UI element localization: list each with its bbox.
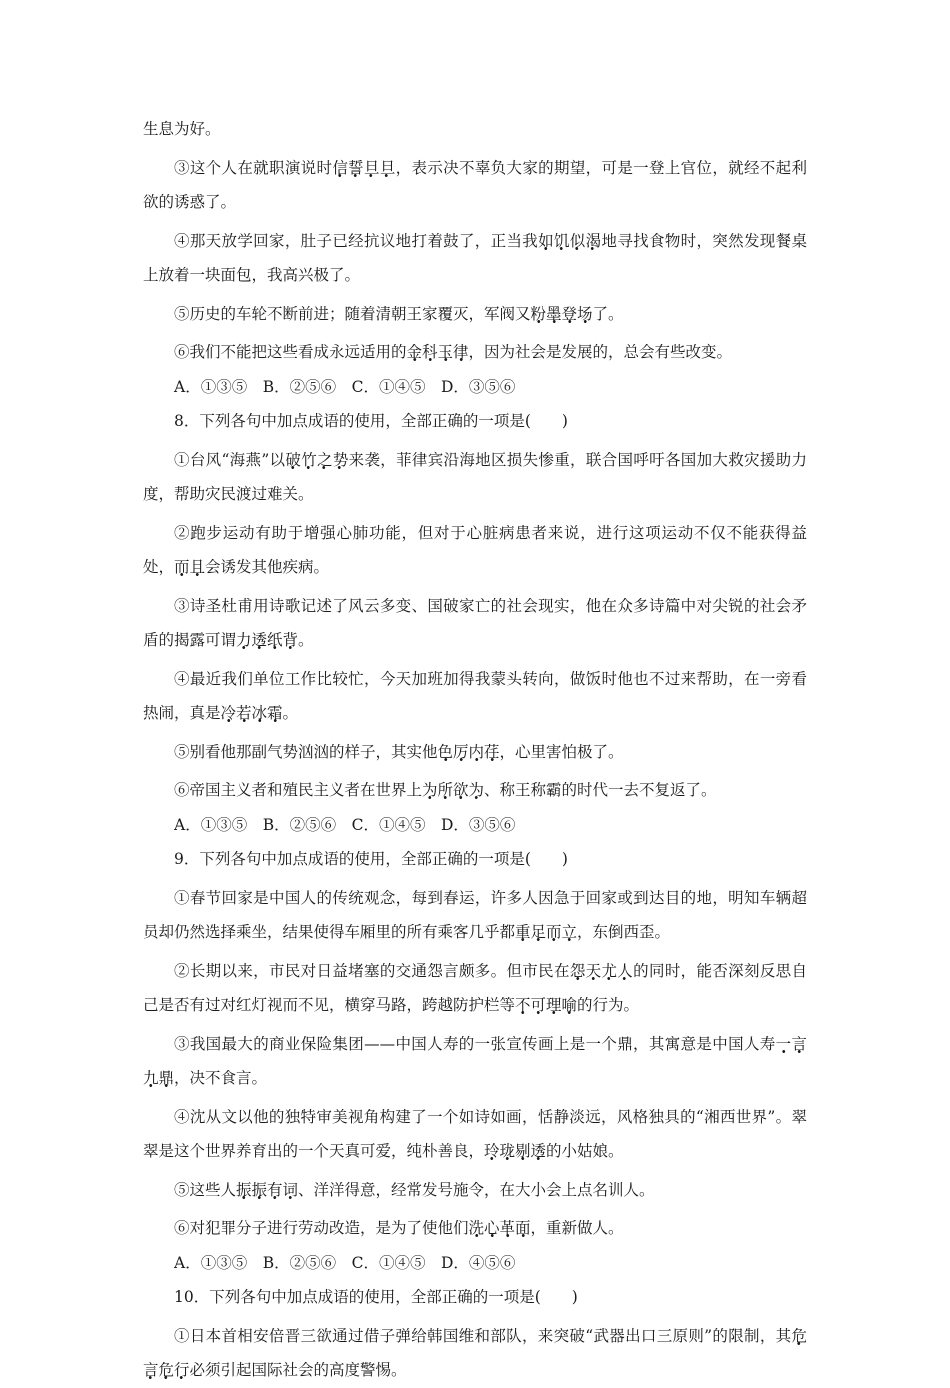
text-segment: 的行为。 xyxy=(577,996,640,1014)
text-segment: A．①③⑤ B．②⑤⑥ C．①④⑤ D．③⑤⑥ xyxy=(174,815,516,834)
text-segment: ⑤这些人 xyxy=(174,1180,237,1199)
dotted-idiom: 力透纸背 xyxy=(236,631,299,649)
text-segment: ③这个人在就职演说时 xyxy=(174,158,333,177)
text-segment: ⑥帝国主义者和殖民主义者在世界上 xyxy=(174,781,423,799)
dotted-idiom: 不可理喻 xyxy=(515,996,578,1014)
text-segment: ①台风“海燕”以 xyxy=(174,450,286,469)
text-segment: ，决不食言。 xyxy=(174,1069,268,1087)
dotted-idiom: 信誓旦旦 xyxy=(332,158,396,177)
dotted-idiom: 粉墨登场 xyxy=(530,304,593,323)
dotted-idiom: 振振有词 xyxy=(236,1180,299,1199)
text-segment: 8．下列各句中加点成语的使用，全部正确的一项是( ) xyxy=(174,412,568,430)
sentence-item xyxy=(143,1211,807,1246)
dotted-idiom: 洗心革面 xyxy=(468,1219,531,1237)
sentence-item xyxy=(143,297,807,332)
question-stem xyxy=(143,404,807,439)
sentence-item xyxy=(143,1173,807,1208)
dotted-idiom: 怨天尤人 xyxy=(569,961,634,980)
dotted-idiom: 玲珑剔透 xyxy=(484,1142,547,1160)
answer-options xyxy=(143,1246,807,1281)
sentence-item xyxy=(143,735,807,770)
sentence-item xyxy=(143,881,807,950)
text-segment: 会诱发其他疾病。 xyxy=(205,558,330,576)
dotted-idiom: 冷若冰霜 xyxy=(220,704,283,722)
dotted-idiom: 而且 xyxy=(174,558,206,576)
text-segment: ②长期以来，市民对日益堵塞的交通怨言颇多。但市民在 xyxy=(174,961,570,980)
dotted-idiom: 如饥似渴 xyxy=(538,231,602,250)
text-segment: ④沈从文以他的独特审美视角构建了一个如诗如画，恬静淡远，风格独具的“湘西世界”。翠翠是这个世界养育出的一个天真可爱，纯朴善良， xyxy=(143,1107,807,1160)
text-segment: ④那天放学回家，肚子已经抗议地打着鼓了，正当我 xyxy=(174,231,539,250)
text-segment: ①日本首相安倍晋三欲通过借子弹给韩国维和部队，来突破“武器出口三原则”的限制，其 xyxy=(174,1326,792,1345)
sentence-item xyxy=(143,1100,807,1169)
text-segment: 、称王称霸的时代一去不复返了。 xyxy=(484,781,717,799)
text-segment: 了。 xyxy=(592,304,624,323)
dotted-idiom: 危言危行 xyxy=(143,1326,807,1379)
text-segment: 生息为好。 xyxy=(143,120,221,138)
text-segment: ⑤别看他那副气势汹汹的样子，其实他 xyxy=(174,742,438,761)
text-segment: ，重新做人。 xyxy=(530,1219,624,1237)
sentence-item xyxy=(143,1319,807,1388)
text-segment: ④最近我们单位工作比较忙，今天加班加得我蒙头转向，做饭时他也不过来帮助，在一旁看热闹，真是 xyxy=(143,669,807,722)
text-segment: 必须引起国际社会的高度警惕。 xyxy=(189,1361,407,1379)
text-segment: ②跑步运动有助于增强心肺功能，但对于心脏病患者来说，进行这项运动不仅不能获得益处， xyxy=(143,523,807,576)
dotted-idiom: 重足而立 xyxy=(515,923,578,941)
sentence-item xyxy=(143,954,807,1023)
dotted-idiom: 色厉内荏 xyxy=(437,742,500,761)
text-segment: ③诗圣杜甫用诗歌记述了风云多变、国破家亡的社会现实，他在众多诗篇中对尖锐的社会矛盾的揭露可谓 xyxy=(143,596,807,649)
text-segment: 、洋洋得意，经常发号施令，在大小会上点名训人。 xyxy=(298,1180,655,1199)
text-segment: 的小姑娘。 xyxy=(546,1142,624,1160)
text-segment: 9．下列各句中加点成语的使用，全部正确的一项是( ) xyxy=(174,850,568,868)
text-segment: ⑥对犯罪分子进行劳动改造，是为了使他们 xyxy=(174,1219,469,1237)
sentence-item xyxy=(143,335,807,370)
text-segment: ①春节回家是中国人的传统观念，每到春运，许多人因急于回家或到达目的地，明知车辆超员却仍然选择乘坐，结果使得车厢里的所有乘客几乎都 xyxy=(143,888,807,941)
sentence-item xyxy=(143,224,807,293)
question-stem xyxy=(143,842,807,877)
text-segment: ，心里害怕极了。 xyxy=(499,742,624,761)
text-segment: ，因为社会是发展的，总会有些改变。 xyxy=(468,343,733,361)
sentence-item xyxy=(143,151,807,220)
sentence-item xyxy=(143,516,807,585)
text-segment: A．①③⑤ B．②⑤⑥ C．①④⑤ D．③⑤⑥ xyxy=(174,377,516,396)
sentence-item xyxy=(143,589,807,658)
sentence-item xyxy=(143,1027,807,1096)
text-segment: 。 xyxy=(298,631,314,649)
text-segment: 的同时，能否深刻反思自己是否有过对红灯视而不见，横穿马路，跨越防护栏等 xyxy=(143,961,807,1014)
text-segment: ⑥我们不能把这些看成永远适用的 xyxy=(174,343,407,361)
answer-options xyxy=(143,808,807,843)
text-segment: ③我国最大的商业保险集团——中国人寿的一张宣传画上是一个鼎，其寓意是中国人寿 xyxy=(174,1034,776,1053)
text-segment: 来袭，菲律宾沿海地区损失惨重，联合国呼吁各国加大救灾援助力度，帮助灾民渡过难关。 xyxy=(143,450,807,503)
dotted-idiom: 金科玉律 xyxy=(406,343,469,361)
dotted-idiom: 破竹之势 xyxy=(285,450,349,469)
sentence-item xyxy=(143,662,807,731)
text-segment: 地寻找食物时，突然发现餐桌上放着一块面包，我高兴极了。 xyxy=(143,231,807,284)
sentence-item xyxy=(143,112,807,147)
text-segment: ，表示决不辜负大家的期望，可是一登上官位，就经不起利欲的诱惑了。 xyxy=(143,158,807,211)
text-segment: ，东倒西歪。 xyxy=(577,923,671,941)
text-segment: ⑤历史的车轮不断前进；随着清朝王家覆灭，军阀又 xyxy=(174,304,531,323)
text-segment: A．①③⑤ B．②⑤⑥ C．①④⑤ D．④⑤⑥ xyxy=(174,1253,516,1272)
sentence-item xyxy=(143,443,807,512)
dotted-idiom: 为所欲为 xyxy=(422,781,485,799)
dotted-idiom: 一言九鼎 xyxy=(143,1034,807,1087)
answer-options xyxy=(143,370,807,405)
document-body xyxy=(143,112,807,1388)
sentence-item xyxy=(143,773,807,808)
text-segment: 。 xyxy=(282,704,299,722)
question-stem xyxy=(143,1280,807,1315)
text-segment: 10．下列各句中加点成语的使用，全部正确的一项是( ) xyxy=(174,1288,578,1306)
